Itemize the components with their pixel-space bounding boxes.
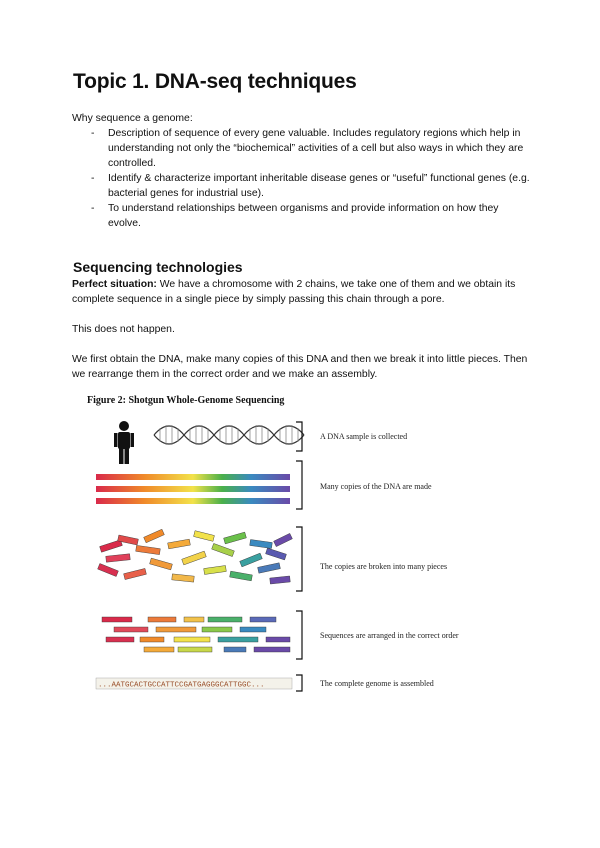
perfect-situation-paragraph — [72, 277, 532, 307]
caption-step-5: The complete genome is assembled — [320, 679, 434, 688]
step-brackets — [296, 422, 302, 691]
figure-title: Figure 2: Shotgun Whole-Genome Sequencing — [87, 395, 285, 406]
person-icon — [114, 421, 134, 464]
why-bullet-list — [72, 126, 532, 231]
dna-copies-bars — [96, 474, 290, 504]
perfect-situation-text: We have a chromosome with 2 chains, we take one of them and we obtain its complete sequence in a single piece by simply passing this chain through a pore. — [72, 279, 516, 305]
caption-step-4: Sequences are arranged in the correct order — [320, 631, 459, 640]
process-paragraph: We first obtain the DNA, make many copies of this DNA and then we break it into little pieces. Then we rearrange them in the correct order and we make an assembly. — [72, 354, 528, 380]
shotgun-sequencing-figure — [84, 395, 504, 695]
arranged-fragments — [102, 617, 290, 652]
caption-step-3: The copies are broken into many pieces — [320, 562, 448, 571]
figure-illustration — [84, 395, 504, 695]
caption-step-1: A DNA sample is collected — [320, 432, 408, 441]
assembled-sequence: ...AATGCACTGCCATTCCGATGAGGGCATTGGC... — [98, 681, 265, 690]
page-title: Topic 1. DNA-seq techniques — [73, 70, 357, 93]
perfect-situation-label: Perfect situation: — [72, 279, 157, 290]
why-bullet-1: - Description of sequence of every gene valuable. Includes regulatory regions which help in understanding not only the “biochemical” activities of a cell but also ways in which they are controlled. — [72, 126, 532, 171]
why-bullet-3: - To understand relationships between organisms and provide information on how they evolve. — [72, 201, 532, 231]
dna-helix-icon — [154, 425, 304, 445]
does-not-happen-paragraph: This does not happen. — [72, 324, 175, 335]
why-bullet-2: - Identify & characterize important inheritable disease genes or “useful” functional genes (e.g. bacterial genes for industrial use). — [72, 171, 532, 201]
caption-step-2: Many copies of the DNA are made — [320, 482, 432, 491]
broken-fragments — [98, 529, 293, 584]
why-intro: Why sequence a genome: — [72, 113, 193, 124]
section-heading: Sequencing technologies — [73, 259, 243, 275]
